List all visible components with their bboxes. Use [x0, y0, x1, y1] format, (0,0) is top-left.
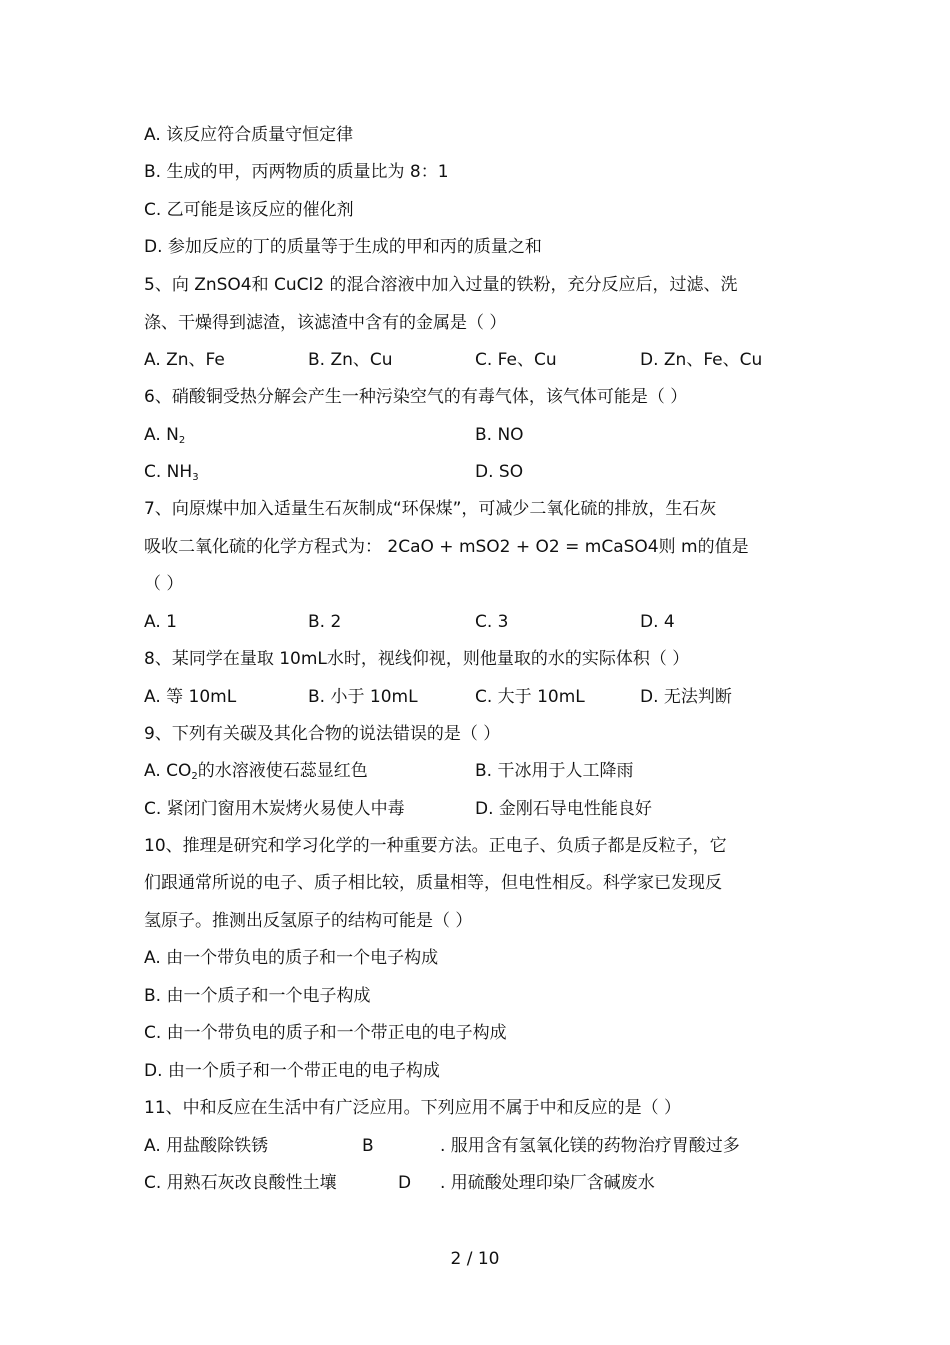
q8-option-a: A. 等 10mL — [144, 687, 237, 707]
q4-option-c: C. 乙可能是该反应的催化剂 — [144, 200, 354, 220]
q10-stem-line1: 10、推理是研究和学习化学的一种重要方法。正电子、负质子都是反粒子，它 — [144, 836, 727, 856]
q5-option-b: B. Zn、Cu — [308, 350, 393, 370]
q5-stem-line1: 5、向 ZnSO4和 CuCl2 的混合溶液中加入过量的铁粉，充分反应后，过滤、洗 — [144, 275, 738, 295]
q4-option-d: D. 参加反应的丁的质量等于生成的甲和丙的质量之和 — [144, 237, 542, 257]
q9-option-a — [144, 760, 368, 788]
q10-option-d: D. 由一个质子和一个带正电的电子构成 — [144, 1061, 440, 1081]
q7-option-d: D. 4 — [640, 612, 675, 632]
q6-option-a-subscript: 2 — [178, 435, 186, 446]
q6-option-a — [144, 424, 185, 452]
q6-option-b: B. NO — [475, 425, 524, 445]
q11-option-b-letter: B — [362, 1136, 374, 1156]
q5-option-d: D. Zn、Fe、Cu — [640, 350, 763, 370]
page-number: 2 / 10 — [450, 1249, 500, 1269]
q5-option-c: C. Fe、Cu — [475, 350, 557, 370]
q10-option-c: C. 由一个带负电的质子和一个带正电的电子构成 — [144, 1023, 507, 1043]
q10-stem-line2: 们跟通常所说的电子、质子相比较，质量相等，但电性相反。科学家已发现反 — [144, 873, 722, 893]
q6-option-a-text: A. N — [144, 425, 179, 445]
q10-option-b: B. 由一个质子和一个电子构成 — [144, 986, 371, 1006]
q10-option-a: A. 由一个带负电的质子和一个电子构成 — [144, 948, 439, 968]
q9-option-a-subscript: 2 — [191, 771, 198, 782]
q8-stem: 8、某同学在量取 10mL水时，视线仰视，则他量取的水的实际体积（ ） — [144, 649, 690, 669]
q11-option-d: . 用硫酸处理印染厂含碱废水 — [440, 1173, 655, 1193]
q11-option-b: . 服用含有氢氧化镁的药物治疗胃酸过多 — [440, 1136, 740, 1156]
q7-stem-line3: （ ） — [144, 574, 184, 594]
q6-option-c-text: C. NH — [144, 462, 193, 482]
q7-option-a: A. 1 — [144, 612, 177, 632]
q8-option-c: C. 大于 10mL — [475, 687, 585, 707]
q9-stem: 9、下列有关碳及其化合物的说法错误的是（ ） — [144, 724, 501, 744]
q6-option-d: D. SO — [475, 462, 524, 482]
q9-option-a-rest: 的水溶液使石蕊显红色 — [197, 761, 368, 781]
q11-option-c: C. 用熟石灰改良酸性土壤 — [144, 1173, 337, 1193]
q9-option-b: B. 干冰用于人工降雨 — [475, 761, 634, 781]
q9-option-d: D. 金刚石导电性能良好 — [475, 799, 652, 819]
q7-stem-line2: 吸收二氧化硫的化学方程式为： 2CaO + mSO2 + O2 = mCaSO4则 m的值是 — [144, 537, 749, 557]
q6-option-c — [144, 461, 199, 489]
q9-option-a-text: A. CO — [144, 761, 192, 781]
q6-option-c-subscript: 3 — [192, 472, 199, 483]
q5-option-a: A. Zn、Fe — [144, 350, 225, 370]
q4-option-a: A. 该反应符合质量守恒定律 — [144, 125, 354, 145]
q7-option-c: C. 3 — [475, 612, 509, 632]
q11-option-a: A. 用盐酸除铁锈 — [144, 1136, 269, 1156]
q7-option-b: B. 2 — [308, 612, 342, 632]
q11-option-d-letter: D — [398, 1173, 412, 1193]
q4-option-b: B. 生成的甲，丙两物质的质量比为 8：1 — [144, 162, 449, 182]
q5-stem-line2: 涤、干燥得到滤渣，该滤渣中含有的金属是（ ） — [144, 313, 507, 333]
q6-stem: 6、硝酸铜受热分解会产生一种污染空气的有毒气体，该气体可能是（ ） — [144, 387, 688, 407]
q10-stem-line3: 氢原子。推测出反氢原子的结构可能是（ ） — [144, 911, 473, 931]
q9-option-c: C. 紧闭门窗用木炭烤火易使人中毒 — [144, 799, 405, 819]
q8-option-d: D. 无法判断 — [640, 687, 732, 707]
q7-stem-line1: 7、向原煤中加入适量生石灰制成“环保煤”，可减少二氧化硫的排放，生石灰 — [144, 499, 717, 519]
q11-stem: 11、中和反应在生活中有广泛应用。下列应用不属于中和反应的是（ ） — [144, 1098, 682, 1118]
q8-option-b: B. 小于 10mL — [308, 687, 418, 707]
